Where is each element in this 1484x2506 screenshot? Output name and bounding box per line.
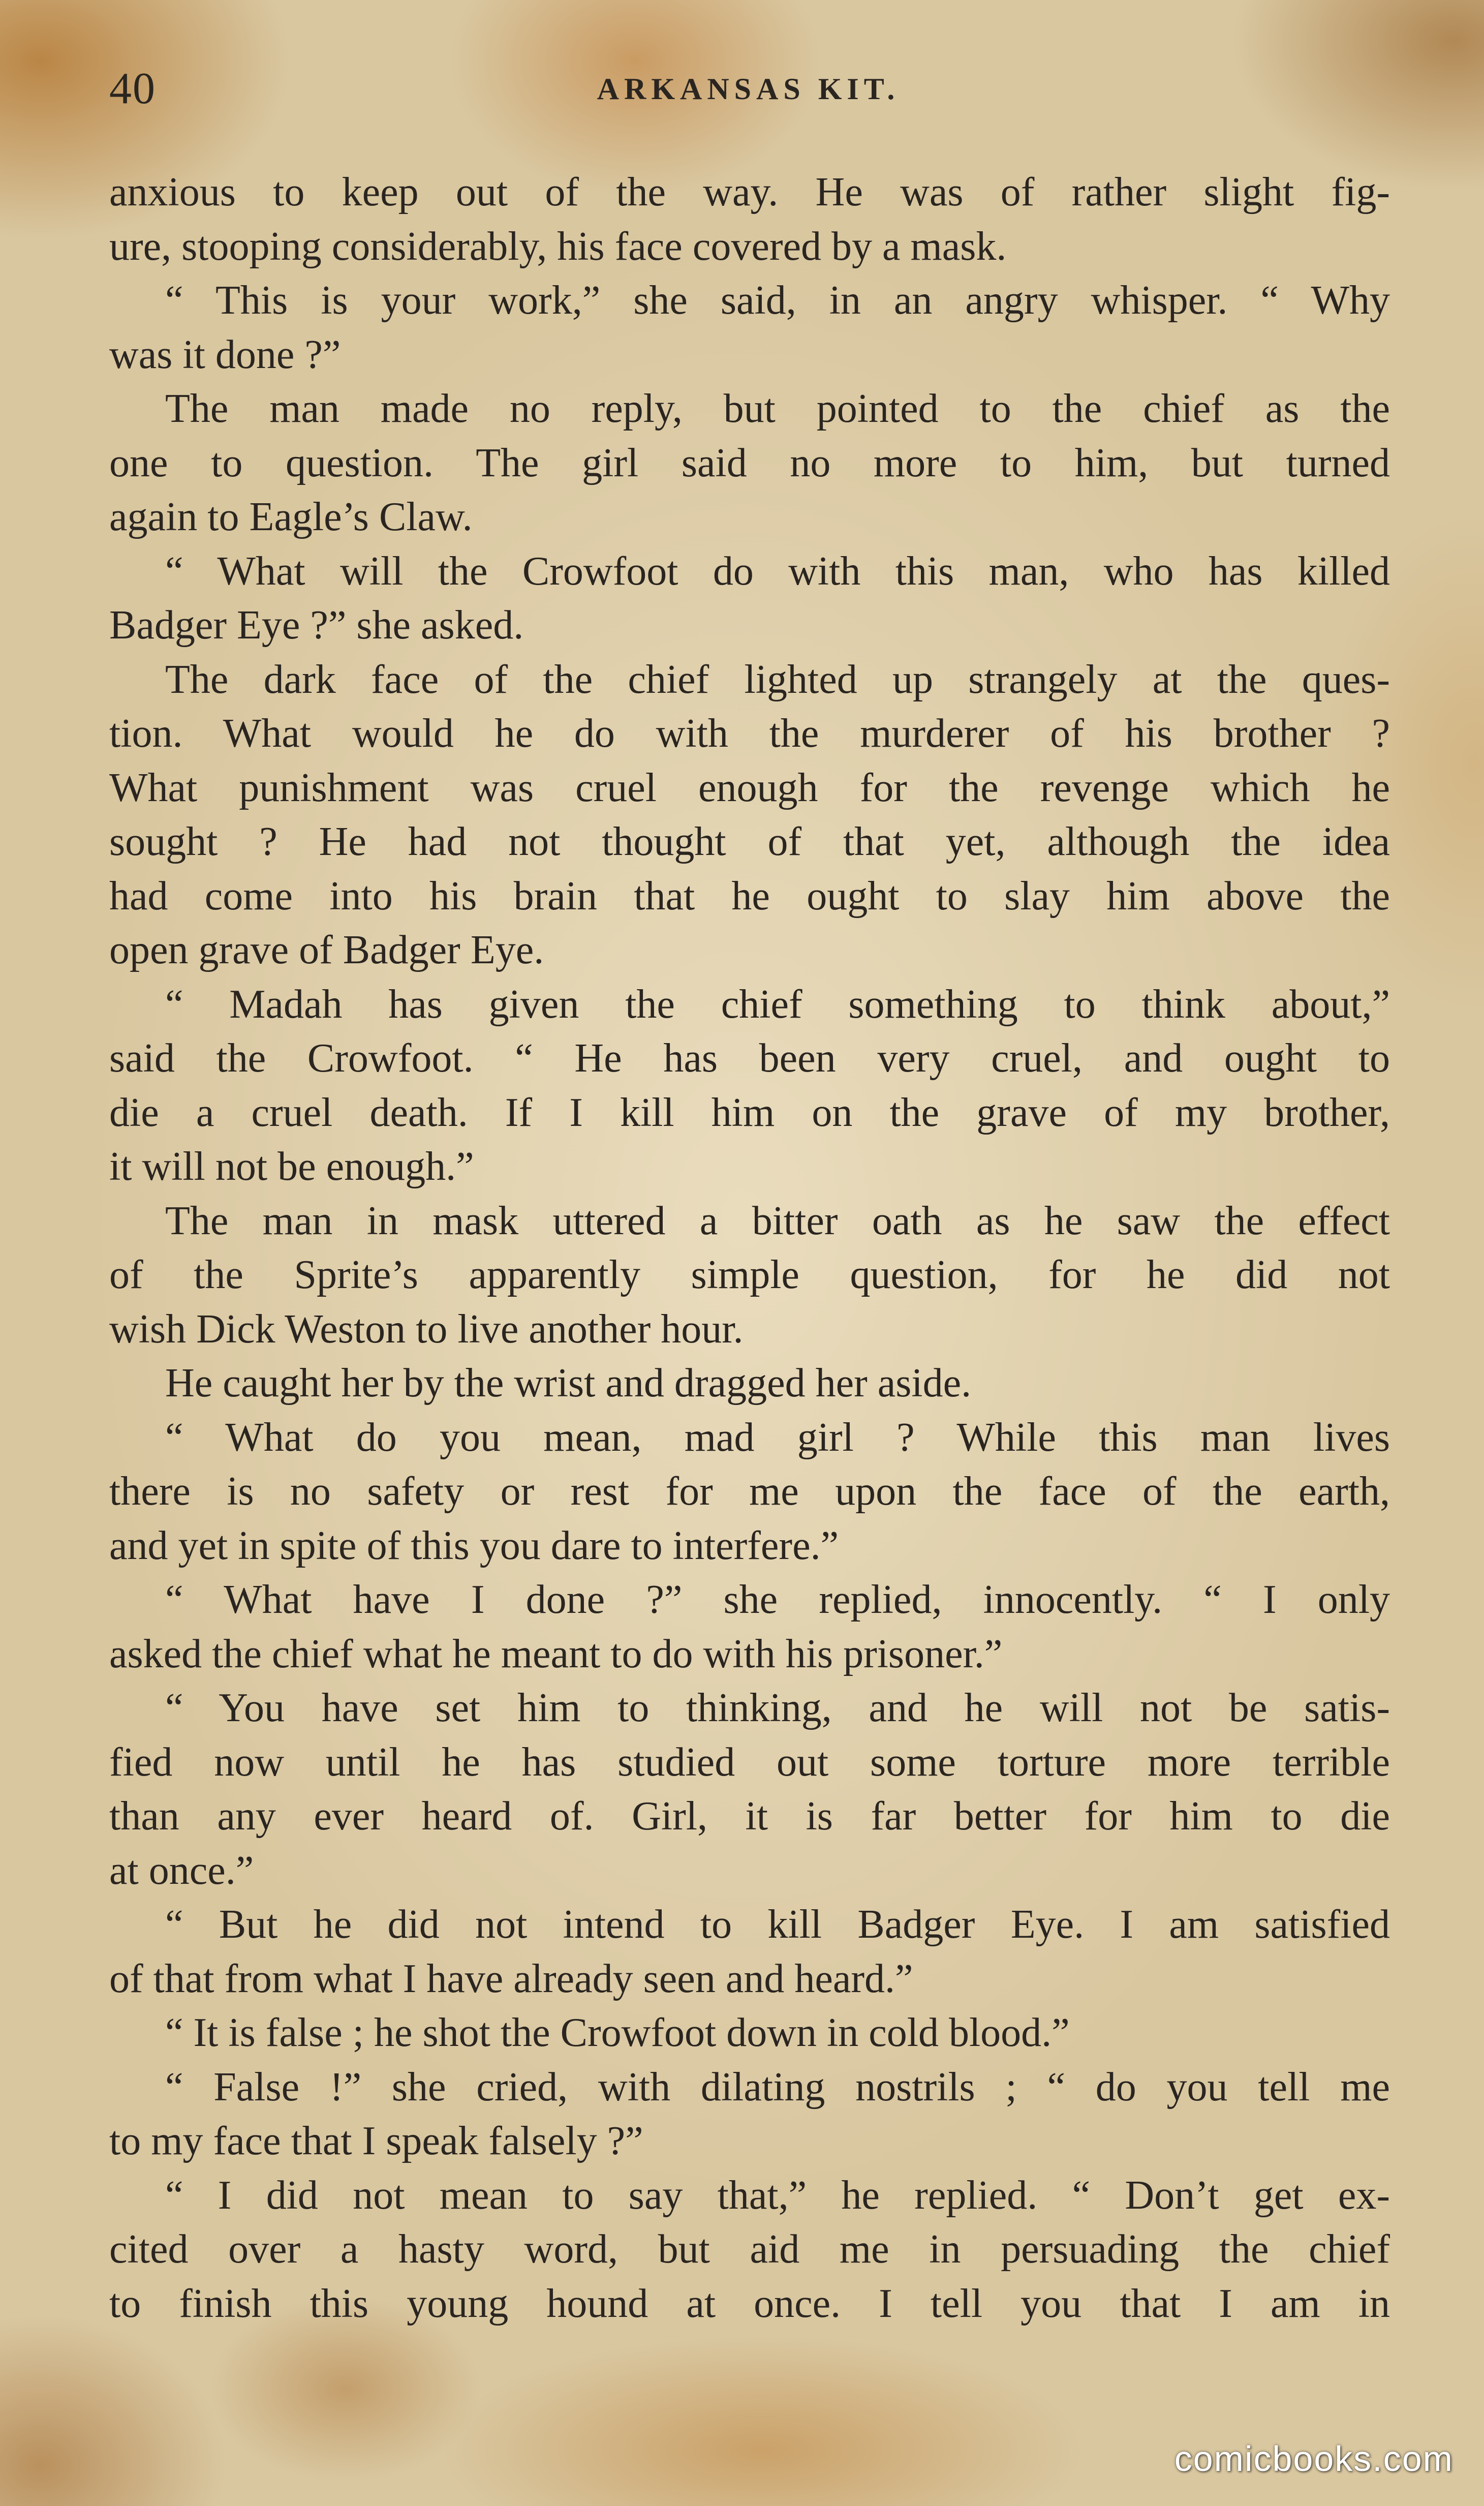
text-line: of that from what I have already seen and heard.” bbox=[109, 1956, 913, 2001]
text-line: asked the chief what he meant to do with his prisoner.” bbox=[109, 1631, 1003, 1676]
text-line: wish Dick Weston to live another hour. bbox=[109, 1306, 744, 1352]
text-line: it will not be enough.” bbox=[109, 1144, 474, 1189]
text-line: ure, stooping considerably, his face covered by a mask. bbox=[109, 224, 1007, 269]
text-line: than any ever heard of. Girl, it is far better for him to die bbox=[109, 1794, 1390, 1839]
text-line: “ This is your work,” she said, in an angry whisper. “ Why bbox=[165, 278, 1390, 323]
text-line: die a cruel death. If I kill him on the grave of my brother, bbox=[109, 1090, 1390, 1135]
text-line: to finish this young hound at once. I tell you that I am in bbox=[109, 2281, 1390, 2326]
text-line: The man in mask uttered a bitter oath as he saw the effect bbox=[165, 1198, 1390, 1243]
text-line: What punishment was cruel enough for the revenge which he bbox=[109, 765, 1390, 810]
text-line: tion. What would he do with the murderer of his brother ? bbox=[109, 711, 1390, 756]
text-line: Badger Eye ?” she asked. bbox=[109, 603, 524, 648]
text-line: of the Sprite’s apparently simple question, for he did not bbox=[109, 1252, 1390, 1297]
text-line: fied now until he has studied out some torture more terrible bbox=[109, 1739, 1390, 1785]
text-line: The dark face of the chief lighted up strangely at the ques- bbox=[165, 657, 1390, 702]
text-line: there is no safety or rest for me upon the face of the earth, bbox=[109, 1469, 1390, 1514]
text-line: one to question. The girl said no more to him, but turned bbox=[109, 440, 1390, 485]
text-line: “ False !” she cried, with dilating nostrils ; “ do you tell me bbox=[165, 2064, 1390, 2110]
text-line: had come into his brain that he ought to slay him above the bbox=[109, 873, 1390, 919]
text-line: “ Madah has given the chief something to think about,” bbox=[165, 982, 1390, 1027]
page-number: 40 bbox=[109, 64, 156, 113]
text-line: and yet in spite of this you dare to interfere.” bbox=[109, 1523, 839, 1568]
text-line: again to Eagle’s Claw. bbox=[109, 495, 473, 539]
text-line: said the Crowfoot. “ He has been very cruel, and ought to bbox=[109, 1036, 1390, 1081]
text-line: cited over a hasty word, but aid me in persuading the chief bbox=[109, 2227, 1390, 2272]
text-line: He caught her by the wrist and dragged her aside. bbox=[165, 1361, 972, 1405]
text-line: “ It is false ; he shot the Crowfoot down in cold blood.” bbox=[165, 2010, 1070, 2055]
text-line: open grave of Badger Eye. bbox=[109, 928, 544, 972]
text-line: sought ? He had not thought of that yet, although the idea bbox=[109, 819, 1390, 864]
text-line: “ I did not mean to say that,” he replied. “ Don’t get ex- bbox=[165, 2173, 1390, 2218]
text-line: The man made no reply, but pointed to the chief as the bbox=[165, 386, 1390, 431]
text-line: “ What do you mean, mad girl ? While this man lives bbox=[165, 1415, 1390, 1460]
text-line: “ What will the Crowfoot do with this man, who has killed bbox=[165, 548, 1390, 594]
running-head: ARKANSAS KIT. bbox=[597, 72, 900, 106]
watermark: comicbooks.com bbox=[1174, 2439, 1454, 2479]
text-line: at once.” bbox=[109, 1848, 254, 1893]
page-header bbox=[109, 61, 1387, 117]
text-line: anxious to keep out of the way. He was of rather slight fig- bbox=[109, 170, 1390, 215]
text-line: to my face that I speak falsely ?” bbox=[109, 2119, 643, 2163]
text-line: “ You have set him to thinking, and he will not be satis- bbox=[165, 1686, 1390, 1730]
text-line: “ What have I done ?” she replied, innocently. “ I only bbox=[165, 1577, 1390, 1622]
text-line: “ But he did not intend to kill Badger Eye. I am satisfied bbox=[165, 1902, 1390, 1947]
body-text bbox=[109, 165, 1390, 2331]
text-line: was it done ?” bbox=[109, 332, 341, 377]
